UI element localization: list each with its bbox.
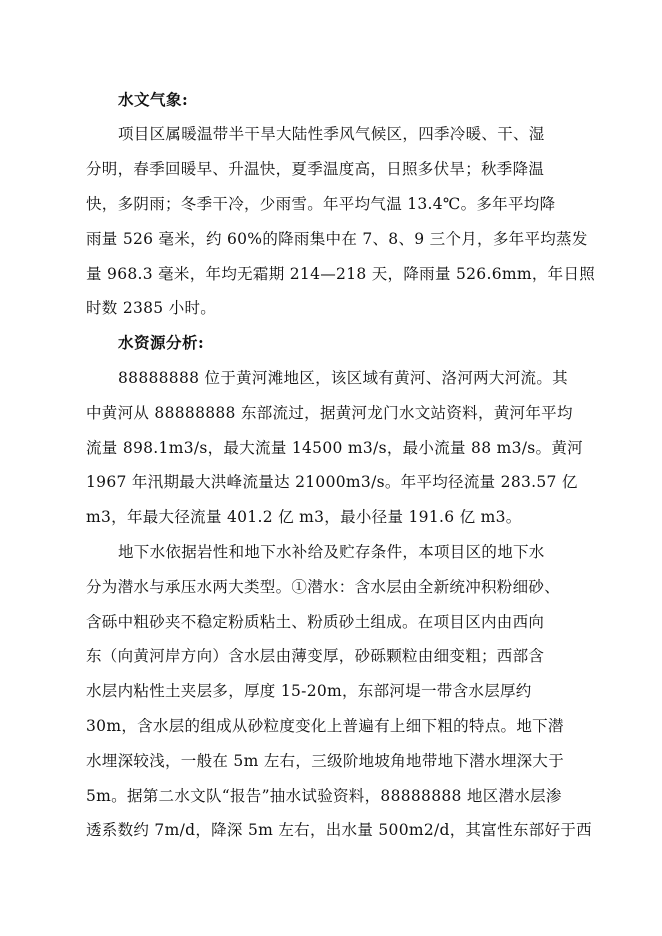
text-line: 透系数约 7m/d，降深 5m 左右，出水量 500m2/d，其富性东部好于西 bbox=[86, 821, 592, 839]
text-line: 时数 2385 小时。 bbox=[86, 299, 217, 317]
text-line: 含砾中粗砂夹不稳定粉质粘土、粉质砂土组成。在项目区内由西向 bbox=[86, 613, 545, 631]
text-line: 流量 898.1m3/s，最大流量 14500 m3/s，最小流量 88 m3/s。黄河 bbox=[86, 439, 583, 457]
text-line: 地下水依据岩性和地下水补给及贮存条件，本项目区的地下水 bbox=[118, 543, 545, 561]
text-line: 量 968.3 毫米，年均无霜期 214—218 天，降雨量 526.6mm，年日照 bbox=[86, 265, 596, 283]
heading-hydrometeorology: 水文气象: bbox=[118, 90, 189, 109]
text-line: 30m，含水层的组成从砂粒度变化上普遍有上细下粗的特点。地下潜 bbox=[86, 717, 564, 735]
text-line: 88888888 位于黄河滩地区，该区域有黄河、洛河两大河流。其 bbox=[118, 369, 568, 387]
text-line: 快，多阴雨；冬季干冷，少雨雪。年平均气温 13.4℃。多年平均降 bbox=[86, 195, 556, 213]
text-line: 水层内粘性土夹层多，厚度 15-20m，东部河堤一带含水层厚约 bbox=[86, 682, 532, 700]
text-line: 5m。据第二水文队“报告”抽水试验资料，88888888 地区潜水层渗 bbox=[86, 787, 562, 805]
text-line: 中黄河从 88888888 东部流过，据黄河龙门水文站资料，黄河年平均 bbox=[86, 404, 573, 422]
text-line: 东（向黄河岸方向）含水层由薄变厚，砂砾颗粒由细变粗；西部含 bbox=[86, 647, 545, 665]
text-line: m3，年最大径流量 401.2 亿 m3，最小径量 191.6 亿 m3。 bbox=[86, 508, 522, 526]
text-line: 分明，春季回暖早、升温快，夏季温度高，日照多伏旱；秋季降温 bbox=[86, 160, 545, 178]
heading-water-resources: 水资源分析: bbox=[118, 333, 205, 352]
text-line: 项目区属暖温带半干旱大陆性季风气候区，四季冷暖、干、湿 bbox=[118, 125, 545, 143]
text-line: 1967 年汛期最大洪峰流量达 21000m3/s。年平均径流量 283.57 亿 bbox=[86, 473, 578, 491]
text-line: 水埋深较浅，一般在 5m 左右，三级阶地坡角地带地下潜水埋深大于 bbox=[86, 752, 565, 770]
text-line: 分为潜水与承压水两大类型。①潜水：含水层由全新统冲积粉细砂、 bbox=[86, 578, 561, 596]
text-line: 雨量 526 毫米，约 60%的降雨集中在 7、8、9 三个月，多年平均蒸发 bbox=[86, 230, 588, 248]
